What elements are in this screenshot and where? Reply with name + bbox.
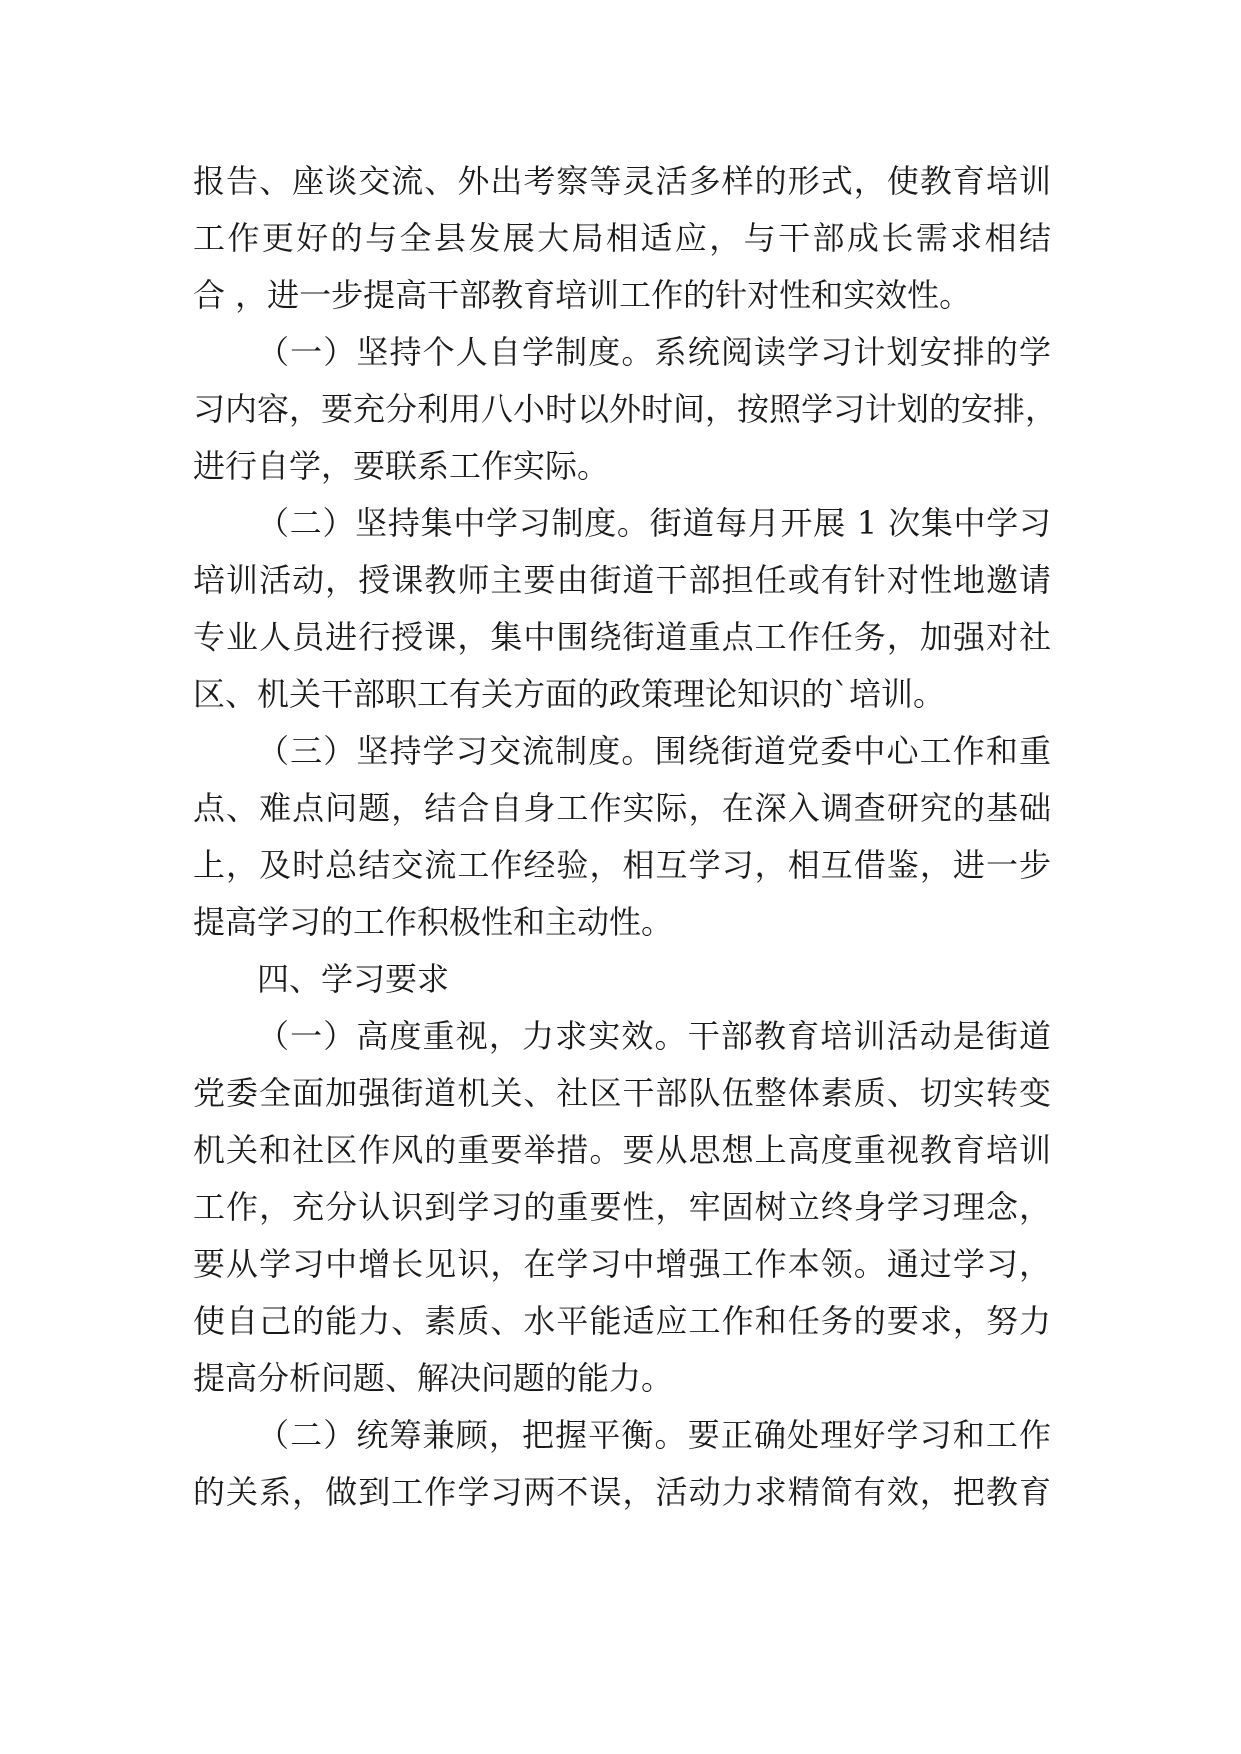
paragraph-heading-line: （三）坚持学习交流制度。围绕街道党委中心工作和重 — [257, 732, 1051, 770]
text-line: 使自己的能力、素质、水平能适应工作和任务的要求，努力 — [193, 1302, 1051, 1340]
text-line: 区、机关干部职工有关方面的政策理论知识的`培训。 — [193, 675, 946, 713]
paragraph-heading-line: （二）坚持集中学习制度。街道每月开展 1 次集中学习 — [257, 504, 1051, 542]
text-line: 合 ，进一步提高干部教育培训工作的针对性和实效性。 — [193, 276, 972, 314]
paragraph-heading-line: （二）统筹兼顾，把握平衡。要正确处理好学习和工作 — [257, 1416, 1051, 1454]
paragraph-heading-line: （一）坚持个人自学制度。系统阅读学习计划安排的学 — [257, 333, 1051, 371]
text-line: 机关和社区作风的重要举措。要从思想上高度重视教育培训 — [193, 1131, 1051, 1169]
text-line: 工作，充分认识到学习的重要性，牢固树立终身学习理念， — [193, 1188, 1051, 1226]
text-line: 党委全面加强街道机关、社区干部队伍整体素质、切实转变 — [193, 1074, 1051, 1112]
text-line: 专业人员进行授课，集中围绕街道重点工作任务，加强对社 — [193, 618, 1051, 656]
paragraph-heading-line: （一）高度重视，力求实效。干部教育培训活动是街道 — [257, 1017, 1051, 1055]
text-line: 点、难点问题，结合自身工作实际，在深入调查研究的基础 — [193, 789, 1051, 827]
text-line: 习内容，要充分利用八小时以外时间，按照学习计划的安排， — [193, 390, 1058, 428]
text-line: 报告、座谈交流、外出考察等灵活多样的形式，使教育培训 — [193, 162, 1051, 200]
text-line: 要从学习中增长见识，在学习中增强工作本领。通过学习， — [193, 1245, 1051, 1283]
text-line: 提高分析问题、解决问题的能力。 — [193, 1359, 674, 1397]
text-line: 提高学习的工作积极性和主动性。 — [193, 903, 674, 941]
text-line: 工作更好的与全县发展大局相适应，与干部成长需求相结 — [193, 219, 1051, 257]
text-line: 上，及时总结交流工作经验，相互学习，相互借鉴，进一步 — [193, 846, 1051, 884]
text-line: 的关系，做到工作学习两不误，活动力求精简有效，把教育 — [193, 1473, 1051, 1511]
text-line: 培训活动，授课教师主要由街道干部担任或有针对性地邀请 — [193, 561, 1051, 599]
text-line: 进行自学，要联系工作实际。 — [193, 447, 610, 485]
section-heading: 四、学习要求 — [257, 960, 450, 998]
